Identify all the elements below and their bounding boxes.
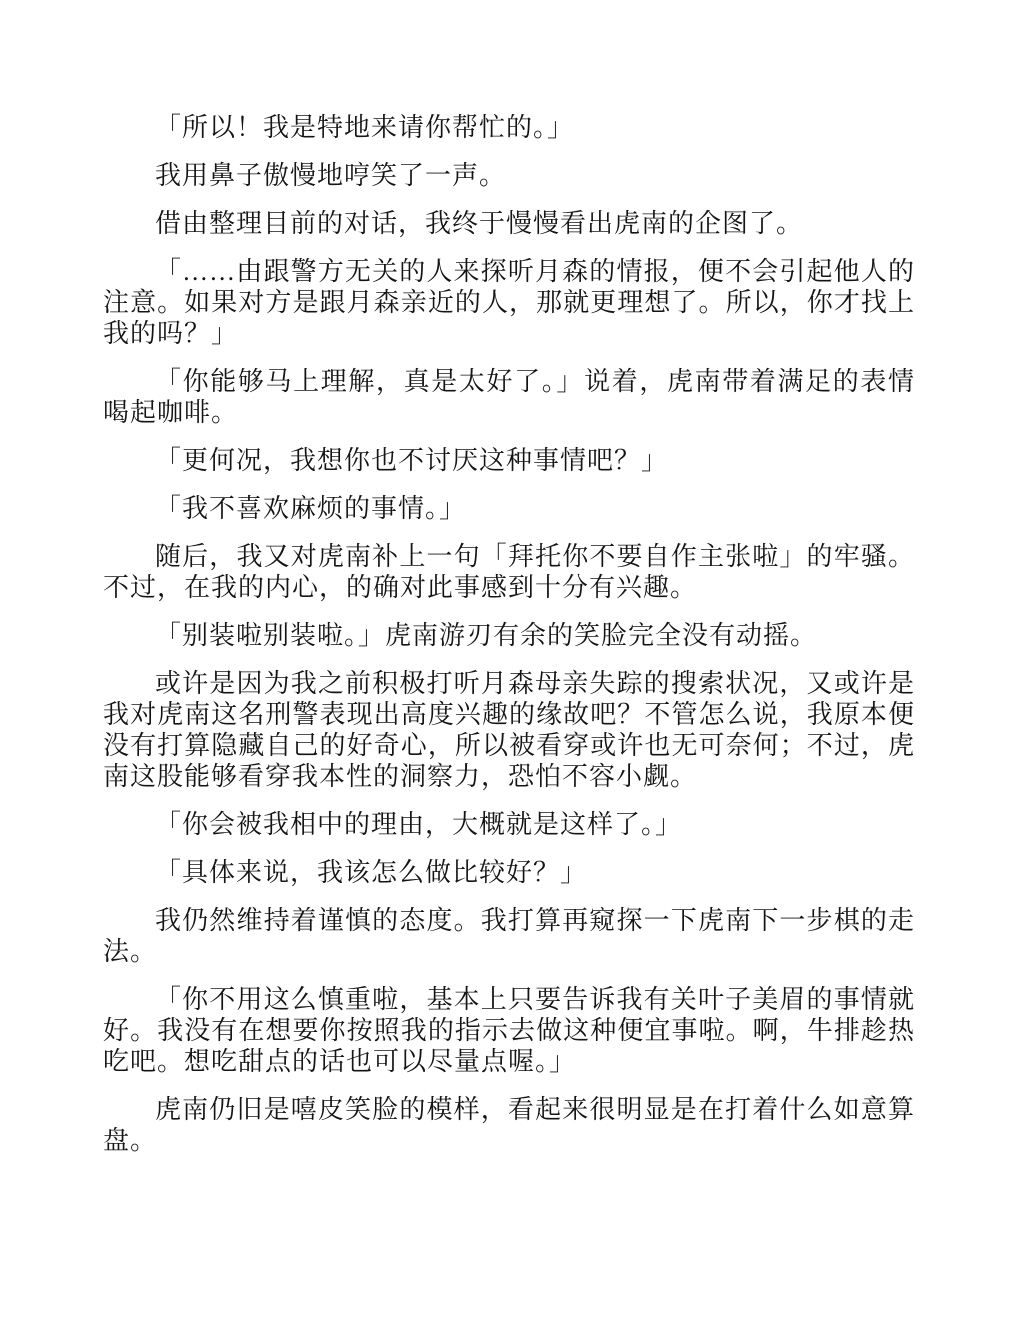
paragraph: 虎南仍旧是嘻皮笑脸的模样，看起来很明显是在打着什么如意算盘。: [103, 1095, 915, 1155]
paragraph: 「具体来说，我该怎么做比较好？」: [155, 858, 588, 887]
paragraph: 「……由跟警方无关的人来探听月森的情报，便不会引起他人的注意。如果对方是跟月森亲近的人，那就更理想了。所以，你才找上我的吗？」: [103, 257, 915, 348]
paragraph: 「所以！我是特地来请你帮忙的。」: [155, 113, 575, 142]
paragraph: 随后，我又对虎南补上一句「拜托你不要自作主张啦」的牢骚。不过，在我的内心，的确对此事感到十分有兴趣。: [103, 542, 915, 602]
paragraph: 我用鼻子傲慢地哼笑了一声。: [155, 161, 507, 190]
paragraph: 「我不喜欢麻烦的事情。」: [155, 494, 467, 523]
paragraph: 「更何况，我想你也不讨厌这种事情吧？」: [155, 446, 669, 475]
paragraph: 「你不用这么慎重啦，基本上只要告诉我有关叶子美眉的事情就好。我没有在想要你按照我的指示去做这种便宜事啦。啊，牛排趁热吃吧。想吃甜点的话也可以尽量点喔。」: [103, 985, 915, 1076]
paragraph: 「你能够马上理解，真是太好了。」说着，虎南带着满足的表情喝起咖啡。: [103, 367, 915, 427]
paragraph: 「你会被我相中的理由，大概就是这样了。」: [155, 810, 683, 839]
paragraph: 我仍然维持着谨慎的态度。我打算再窥探一下虎南下一步棋的走法。: [103, 906, 915, 966]
paragraph: 借由整理目前的对话，我终于慢慢看出虎南的企图了。: [155, 209, 804, 238]
paragraph: 「别装啦别装啦。」虎南游刃有余的笑脸完全没有动摇。: [155, 621, 818, 650]
paragraph: 或许是因为我之前积极打听月森母亲失踪的搜索状况，又或许是我对虎南这名刑警表现出高度兴趣的缘故吧？不管怎么说，我原本便没有打算隐藏自己的好奇心，所以被看穿或许也无可奈何；不过，虎南这股能够看穿我本性的洞察力，恐怕不容小觑。: [103, 669, 915, 791]
